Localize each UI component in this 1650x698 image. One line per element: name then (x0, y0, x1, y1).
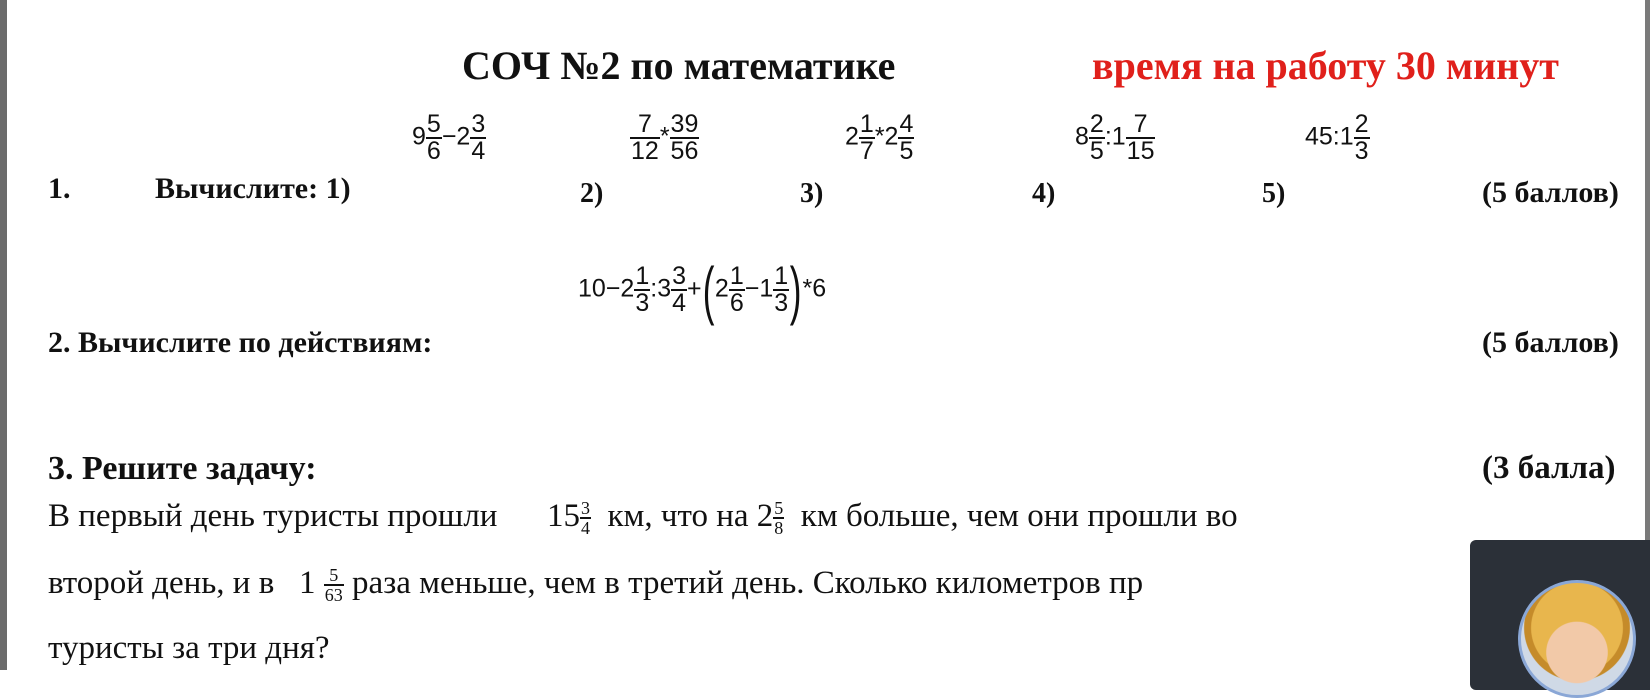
task1-label: Вычислите: 1) (155, 172, 351, 205)
task3-label: 3. Решите задачу: (48, 450, 317, 487)
task3-line-2: второй день, и в 1 $\frac{5}{63}$ раза меньше, чем в третий день. Сколько километров пр (48, 565, 1144, 606)
user-avatar-icon (1518, 580, 1636, 698)
task1-points: (5 баллов) (1482, 176, 1619, 209)
task2-label: 2. Вычислите по действиям: (48, 326, 433, 359)
page-title: СОЧ №2 по математике (462, 43, 896, 88)
task1-marker-2: 2) (580, 178, 604, 209)
left-edge (0, 0, 7, 670)
task1-expr-5: 45:1 $\frac{2}{3}$ (1305, 110, 1369, 165)
task1-marker-4: 4) (1032, 178, 1056, 209)
task2-expression: 10−2 $\frac{1}{3}$ :3 $\frac{3}{4}$ +(2 $\frac{1}{6}$ −1 $\frac{1}{3}$ )*6 (578, 254, 827, 326)
task1-expr-2: $\frac{7}{12}$ * $\frac{39}{56}$ (631, 110, 699, 165)
task2-points: (5 баллов) (1482, 326, 1619, 359)
task1-marker-3: 3) (800, 178, 824, 209)
task3-line-3: туристы за три дня? (48, 630, 330, 666)
time-note: время на работу 30 минут (1092, 43, 1559, 88)
task3-line-1: В первый день туристы прошли 15 $\frac{3}{4}$ км, что на 2 $\frac{5}{8}$ км больше, чем они прошли во (48, 498, 1238, 539)
task1-expr-3: 2 $\frac{1}{7}$ *2 $\frac{4}{5}$ (845, 110, 914, 165)
task1-expr-4: 8 $\frac{2}{5}$ :1 $\frac{7}{15}$ (1075, 110, 1155, 165)
task1-number: 1. (48, 172, 71, 205)
task3-points: (3 балла) (1482, 450, 1616, 486)
task1-marker-5: 5) (1262, 178, 1286, 209)
task1-expr-1: 9 $\frac{5}{6}$ −2 $\frac{3}{4}$ (412, 110, 486, 165)
